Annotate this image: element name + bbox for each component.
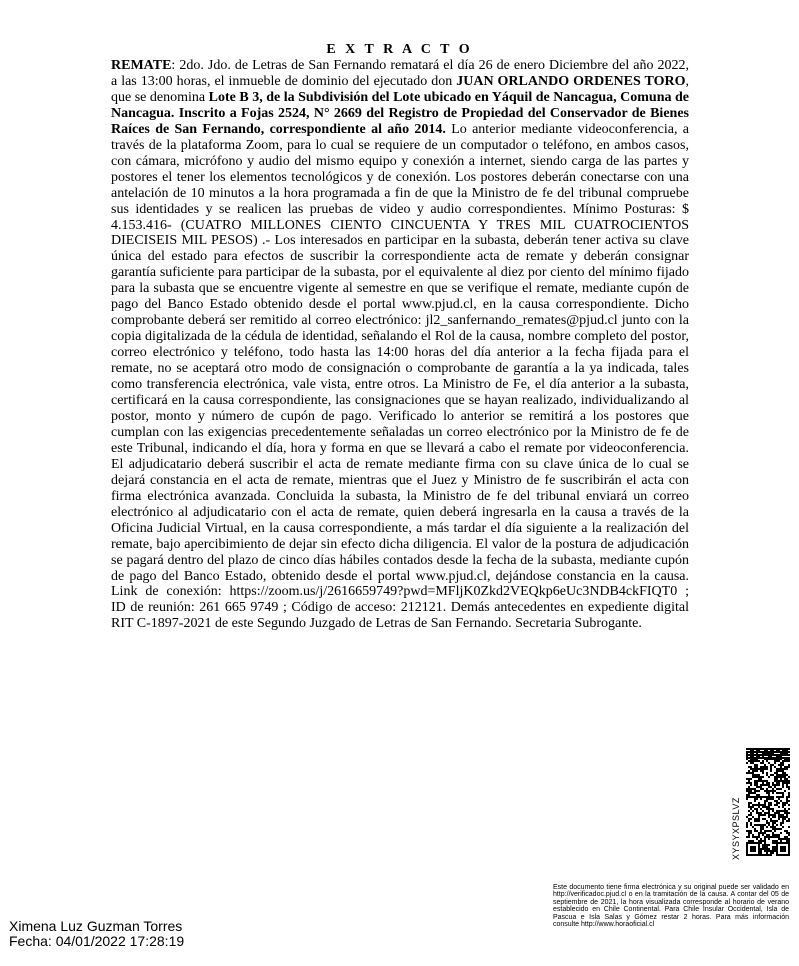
body-segment: Lote B 3, de la Subdivisión del Lote ubicado en Yáquil de Nancagua, Comuna de Nancagua. Inscrito a Fojas 2524, N° 2669 del Registro de Propiedad del Conservador de Bienes Raíces de San Fernando, correspondiente al año 2014. <box>111 89 689 137</box>
signer-name: Ximena Luz Guzman Torres <box>9 918 183 934</box>
body-segment: , que se denomina <box>111 73 689 105</box>
document-title: E X T R A C T O <box>326 42 473 57</box>
verification-code: XYSYXPSLVZ <box>731 797 741 860</box>
body-segment: REMATE <box>111 58 172 73</box>
verification-notice: Este documento tiene firma electrónica y su original puede ser validado en http://verificadoc.pjud.cl o en la tramitación de la causa. A contar del 05 de septiembre de 2021, la hora visualizada corresponde al horario de verano establecido en Chile Continental. Para Chile Insular Occidental, Isla de Pascua e Isla Salas y Gómez restar 2 horas. Para más información consulte http://www.horaoficial.cl <box>553 884 789 929</box>
body-segment: : 2do. Jdo. de Letras de San Fernando rematará el día 26 de enero Diciembre del año 2022, a las 13:00 horas, el inmueble de dominio del ejecutado don <box>111 58 689 89</box>
verification-qr-code <box>746 748 790 856</box>
body-segment: JUAN ORLANDO ORDENES TORO <box>456 73 686 89</box>
signature-block <box>9 919 184 949</box>
signature-date: Fecha: 04/01/2022 17:28:19 <box>9 933 185 949</box>
document-body <box>111 58 689 632</box>
body-segment: Lo anterior mediante videoconferencia, a través de la plataforma Zoom, para lo cual se requiere de un computador o teléfono, en ambos casos, con cámara, micrófono y audio del mismo equipo y conexión a internet, siendo carga de las partes y postores el tener los elementos tecnológicos y de conexión. Los postores deberán conectarse con una antelación de 10 minutos a la hora programada a fin de que la Ministro de fe del tribunal compruebe sus identidades y se realicen las pruebas de video y audio correspondientes. Mínimo Posturas: $ 4.153.416- (CUATRO MILLONES CIENTO CINCUENTA Y TRES MIL CUATROCIENTOS DIECISEIS MIL PESOS) .- Los interesados en participar en la subasta, deberán tener activa su clave única del estado para efectos de suscribir la correspondiente acta de remate y deberán consignar garantía suficiente para participar de la subasta, por el equivalente al diez por ciento del mínimo fijado para la subasta que se encuentre vigente al semestre en que se verifique el remate, mediante cupón de pago del Banco Estado obtenido desde el portal www.pjud.cl, en la causa correspondiente. Dicho comprobante deberá ser remitido al correo electrónico: jl2_sanfernando_remates@pjud.cl junto con la copia digitalizada de la cédula de identidad, señalando el Rol de la causa, nombre completo del postor, correo electrónico y teléfono, todo hasta las 14:00 horas del día anterior a la fecha fijada para el remate, no se aceptará otro modo de consignación o comprobante de garantía a la ya indicada, tales como transferencia electrónica, vale vista, entre otros. La Ministro de Fe, el día anterior a la subasta, certificará en la causa correspondiente, las consignaciones que se hayan realizado, individualizando al postor, monto y número de cupón de pago. Verificado lo anterior se remitirá a los postores que cumplan con las exigencias precedentemente señaladas un correo electrónico por la Ministro de fe de este Tribunal, indicando el día, hora y forma en que se llevará a cabo el remate por videoconferencia. El adjudicatario deberá suscribir el acta de remate mediante firma con su clave única de lo cual se dejará constancia en el acta de remate, mientras que el Juez y Ministro de fe suscribirán el acta con firma electrónica avanzada. Concluida la subasta, la Ministro de fe del tribunal enviará un correo electrónico al adjudicatario con el acta de remate, quien deberá ingresarla en la causa a través de la Oficina Judicial Virtual, en la causa correspondiente, a más tardar el día siguiente a la realización del remate, bajo apercibimiento de dejar sin efecto dicha diligencia. El valor de la postura de adjudicación se pagará dentro del plazo de cinco días hábiles contados desde la fecha de la subasta, mediante cupón de pago del Banco Estado, obtenido desde el portal www.pjud.cl, dejándose constancia en la causa. Link de conexión: https://zoom.us/j/2616659749?pwd=MFljK0Zkd2VEQkp6eUc3NDB4ckFIQT0 ; ID de reunión: 261 665 9749 ; Código de acceso: 212121. Demás antecedentes en expediente digital RIT C-1897-2021 de este Segundo Juzgado de Letras de San Fernando. Secretaria Subrogante. <box>111 121 689 632</box>
